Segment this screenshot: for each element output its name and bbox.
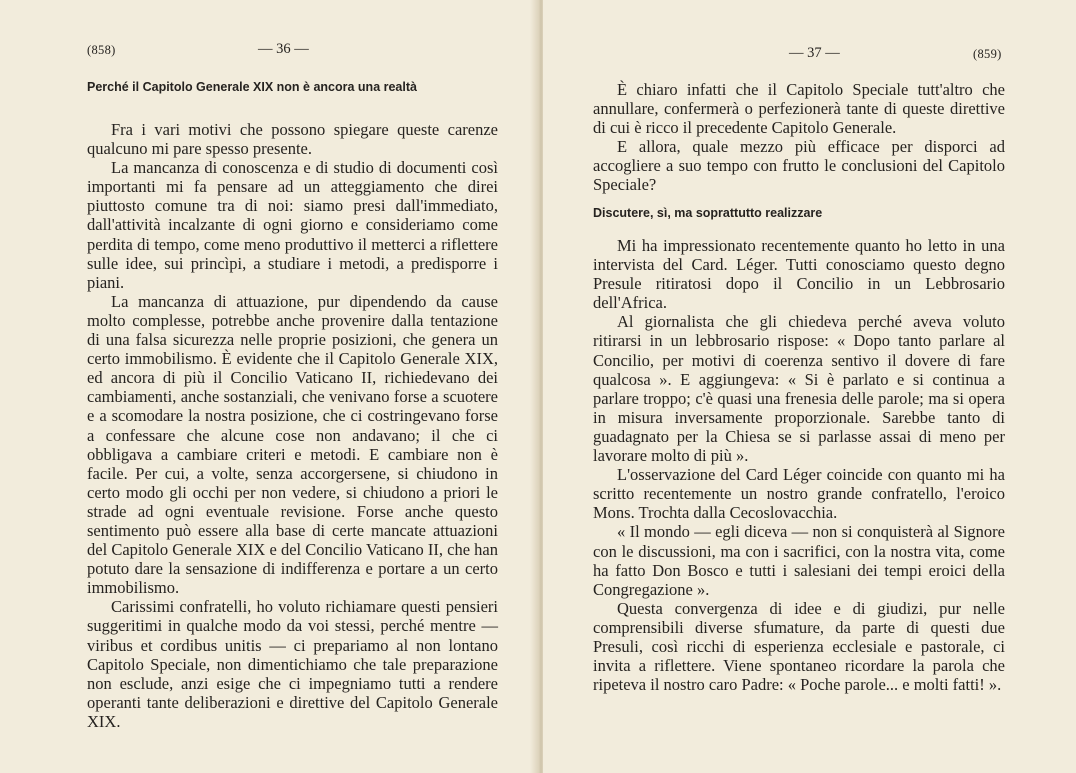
left-page-header-number: (858) <box>87 43 116 57</box>
left-page <box>0 0 537 773</box>
left-section-title: Perché il Capitolo Generale XIX non è ancora una realtà <box>87 80 417 94</box>
left-paragraph: Carissimi confratelli, ho voluto richiamare questi pensieri suggeritimi in qualche modo da voi stessi, perché mentre — viribus et cordibus unitis — ci prepariamo al non lontano Capitolo Speciale, non dimentichiamo che tale preparazione non esclude, anzi esige che ci impegniamo tutti a rendere operanti tante deliberazioni e direttive del Capitolo Generale XIX. <box>87 597 498 731</box>
right-paragraph: L'osservazione del Card Léger coincide con quanto mi ha scritto recentemente un nostro grande confratello, l'eroico Mons. Trochta dalla Cecoslovacchia. <box>593 465 1005 523</box>
right-page <box>543 0 1076 773</box>
right-paragraph: Mi ha impressionato recentemente quanto ho letto in una intervista del Card. Léger. Tutti conosciamo questo degno Presule ritiratosi dopo il Concilio in un Lebbrosario dell'Africa. <box>593 236 1005 313</box>
right-page-header-number: (859) <box>973 47 1002 61</box>
right-page-folio: — 37 — <box>789 45 840 61</box>
right-paragraph: Questa convergenza di idee e di giudizi, pur nelle comprensibili diverse sfumature, da parte di questi due Presuli, così ricchi di esperienza ecclesiale e pastorale, ci invita a riflettere. Viene spontaneo ricordare la parola che ripeteva il nostro caro Padre: « Poche parole... e molti fatti! ». <box>593 598 1005 695</box>
left-paragraph: Fra i vari motivi che possono spiegare queste carenze qualcuno mi pare spesso presente. <box>87 120 498 159</box>
right-intro-paragraph: E allora, quale mezzo più efficace per disporci ad accogliere a suo tempo con frutto le conclusioni del Capitolo Speciale? <box>593 137 1005 195</box>
right-paragraph: « Il mondo — egli diceva — non si conquisterà al Signore con le discussioni, ma con i sacrifici, con la nostra vita, come ha fatto Don Bosco e tutti i salesiani dei tempi eroici della Congregazione ». <box>593 522 1005 599</box>
left-paragraph: La mancanza di conoscenza e di studio di documenti così importanti mi fa pensare ad un atteggiamento che direi piuttosto comune tra di noi: siamo presi dall'immediato, dall'attività incalzante di ogni giorno e consideriamo come perdita di tempo, come meno produttivo il metterci a riflettere sulle idee, sui princìpi, a studiare i metodi, a predisporre i piani. <box>87 158 498 292</box>
right-paragraph: Al giornalista che gli chiedeva perché aveva voluto ritirarsi in un lebbrosario rispose: « Dopo tanto parlare al Concilio, per motivi di coerenza sentivo il dovere di fare qualcosa ». E aggiungeva: « Si è parlato e si continua a parlare troppo; c'è quasi una frenesia delle parole; ma si opera in misura inversamente proporzionale. Sarebbe tanto di guadagnato per la Chiesa se si parlasse assai di meno per lavorare molto di più ». <box>593 312 1005 466</box>
right-intro-text <box>593 80 1005 195</box>
left-paragraph: La mancanza di attuazione, pur dipendendo da cause molto complesse, potrebbe anche provenire dalla tentazione di una falsa sicurezza nelle proprie posizioni, che genera un certo immobilismo. È evidente che il Capitolo Generale XIX, ed ancora di più il Concilio Vaticano II, richiedevano dei cambiamenti, anche sostanziali, che venivano forse a scuotere e a scomodare la nostra posizione, che ci costringevano forse a confessare che alcune cose non andavano; il che ci obbligava a cambiare criteri e metodi. E cambiare non è facile. Per cui, a volte, senza accorgersene, si chiudono in certo modo gli occhi per non vedere, si chiudono a priori le strade ad ogni eventuale revisione. Forse anche questo sentimento può essere alla base di certe mancate attuazioni del Capitolo Generale XIX e del Concilio Vaticano II, che han potuto dare la sensazione di indifferenza e portare a un certo immobilismo. <box>87 291 498 598</box>
right-section-title: Discutere, sì, ma soprattutto realizzare <box>593 206 823 220</box>
right-body-text <box>593 236 1005 694</box>
left-page-folio: — 36 — <box>258 41 309 57</box>
right-intro-paragraph: È chiaro infatti che il Capitolo Speciale tutt'altro che annullare, confermerà o perfezionerà tante di queste direttive di cui è ricco il precedente Capitolo Generale. <box>593 80 1005 138</box>
left-body-text <box>87 120 498 731</box>
